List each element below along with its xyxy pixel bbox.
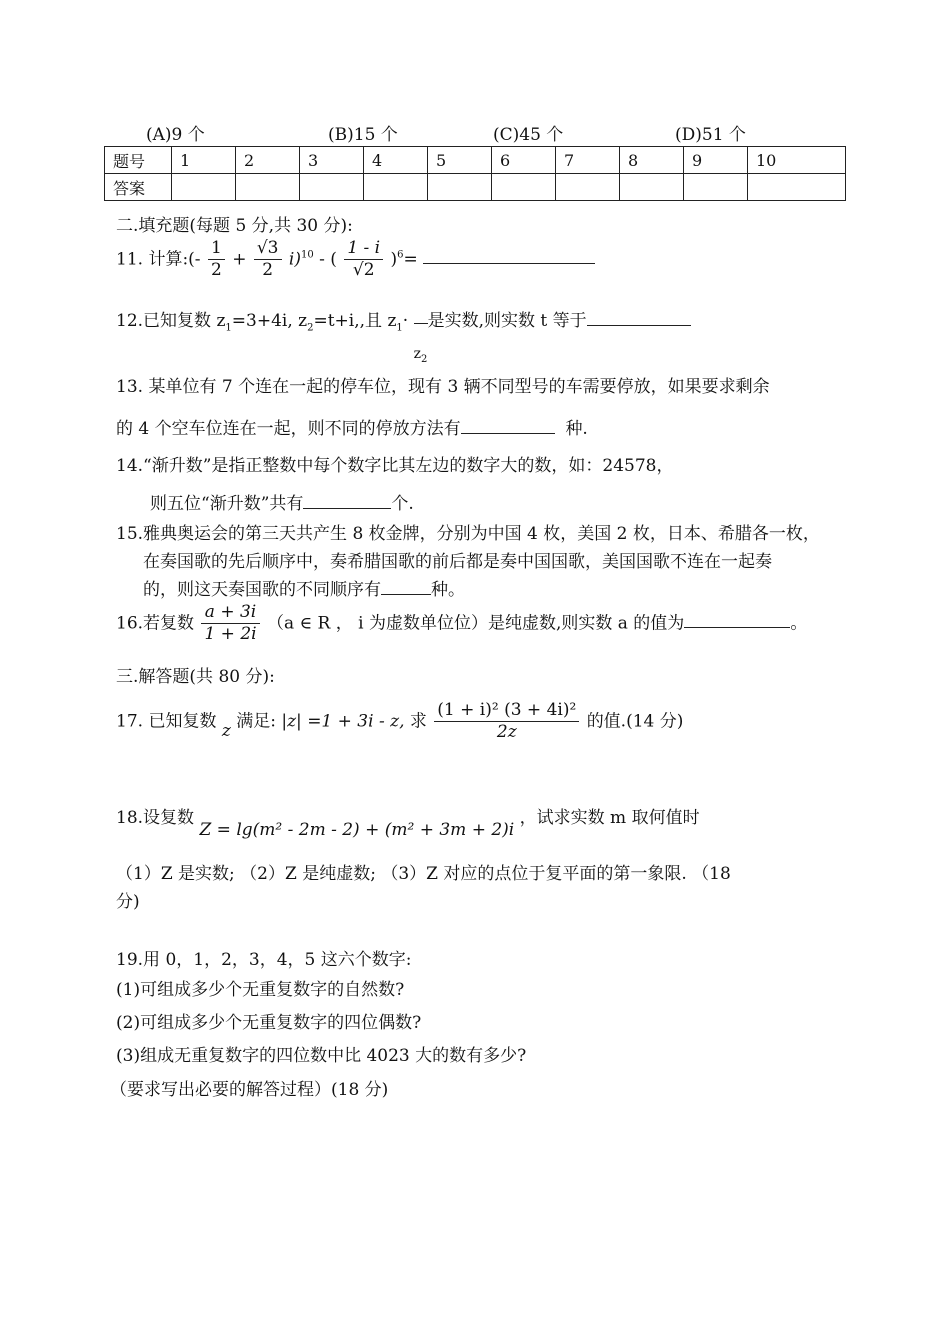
question-18: 18.设复数 Z = lg(m² - 2m - 2) + (m² + 3m + 2)i ，试求实数 m 取何值时 <box>116 808 700 840</box>
question-19-title: 19.用 0，1，2，3，4，5 这六个数字: <box>116 950 412 970</box>
table-cell: 7 <box>556 147 620 174</box>
question-15-line1: 15.雅典奥运会的第三天共产生 8 枚金牌，分别为中国 4 枚，美国 2 枚，日本、希腊各一枚， <box>116 524 820 544</box>
answer-table <box>104 146 846 201</box>
question-14-line2: 则五位“渐升数”共有 个. <box>150 489 414 514</box>
table-row <box>105 147 846 174</box>
question-15-line3: 的，则这天奏国歌的不同顺序有 种。 <box>143 575 465 600</box>
answer-cell[interactable] <box>620 174 684 201</box>
question-19-note: （要求写出必要的解答过程）(18 分) <box>110 1080 389 1100</box>
choice-d: (D)51 个 <box>675 125 746 145</box>
section-3-heading: 三.解答题(共 80 分): <box>116 667 275 687</box>
question-19-part1: (1)可组成多少个无重复数字的自然数? <box>116 980 405 1000</box>
q11-frac3: $\frac{1 - i}{√2}$ <box>344 238 383 282</box>
table-cell: 4 <box>364 147 428 174</box>
table-cell: 5 <box>428 147 492 174</box>
table-row <box>105 174 846 201</box>
table-header-cell: 题号 <box>105 147 172 174</box>
q11-prefix: 11. 计算:(- <box>116 249 201 270</box>
table-header-cell: 答案 <box>105 174 172 201</box>
table-cell: 10 <box>748 147 846 174</box>
question-17: 17. 已知复数 z 满足: |z| =1 + 3i - z, 求 $\frac{\text{(1 + i)² (3 + 4i)²}}{2z}$ 的值.(14 分) <box>116 700 684 743</box>
choice-c: (C)45 个 <box>493 125 564 145</box>
question-19-part3: (3)组成无重复数字的四位数中比 4023 大的数有多少? <box>116 1046 527 1066</box>
q12-answer-blank[interactable] <box>587 308 691 326</box>
q15-answer-blank[interactable] <box>381 577 431 595</box>
q16-fraction: $\frac{a + 3i}{1 + 2i}$ <box>201 602 259 646</box>
answer-cell[interactable] <box>556 174 620 201</box>
section-2-heading: 二.填充题(每题 5 分,共 30 分): <box>116 216 353 236</box>
question-12: 12.已知复数 $z_1=3+4i$, $z_2=t+i$,,且 $z_1\cdot$ $z_2$ 是实数,则实数 t 等于 <box>116 306 691 333</box>
q11-frac2: $\frac{√3}{2}$ <box>254 238 282 282</box>
question-19-part2: (2)可组成多少个无重复数字的四位偶数? <box>116 1013 422 1033</box>
question-18-parts-line1: （1）Z 是实数; （2）Z 是纯虚数; （3）Z 对应的点位于复平面的第一象限. （18 <box>116 864 731 884</box>
table-cell: 3 <box>300 147 364 174</box>
question-18-parts-line2: 分) <box>116 892 140 912</box>
q11-answer-blank[interactable] <box>423 246 595 264</box>
q16-answer-blank[interactable] <box>684 610 790 628</box>
table-cell: 1 <box>172 147 236 174</box>
question-16: 16.若复数 $\frac{a + 3i}{1 + 2i}$ （a ∈ R ， i 为虚数单位位）是纯虚数,则实数 a 的值为 。 <box>116 602 808 645</box>
answer-cell[interactable] <box>684 174 748 201</box>
q11-frac1: $\frac{1}{2}$ <box>208 238 225 282</box>
choice-a: (A)9 个 <box>146 125 205 145</box>
choice-b: (B)15 个 <box>328 125 398 145</box>
q14-answer-blank[interactable] <box>303 491 391 509</box>
table-cell: 6 <box>492 147 556 174</box>
q13-answer-blank[interactable] <box>461 416 555 434</box>
answer-cell[interactable] <box>236 174 300 201</box>
table-cell: 9 <box>684 147 748 174</box>
question-14-line1: 14.“渐升数”是指正整数中每个数字比其左边的数字大的数，如：24578， <box>116 456 674 476</box>
answer-cell[interactable] <box>172 174 236 201</box>
question-13-line1: 13. 某单位有 7 个连在一起的停车位，现有 3 辆不同型号的车需要停放，如果要求剩余 <box>116 377 770 397</box>
table-cell: 2 <box>236 147 300 174</box>
question-11: 11. 计算:(- $\frac{1}{2}$ + $\frac{√3}{2}$ i)$^{10}$ - ( $\frac{1 - i}{√2}$ )$^6$= <box>116 238 595 282</box>
table-cell: 8 <box>620 147 684 174</box>
question-15-line2: 在奏国歌的先后顺序中，奏希腊国歌的前后都是奏中国国歌，美国国歌不连在一起奏 <box>143 552 772 572</box>
q18-formula: Z = lg(m² - 2m - 2) + (m² + 3m + 2)i <box>199 820 515 840</box>
answer-cell[interactable] <box>364 174 428 201</box>
answer-cell[interactable] <box>492 174 556 201</box>
question-13-line2: 的 4 个空车位连在一起，则不同的停放方法有 种. <box>116 414 588 439</box>
answer-cell[interactable] <box>748 174 846 201</box>
answer-cell[interactable] <box>428 174 492 201</box>
q17-fraction: $\frac{\text{(1 + i)² (3 + 4i)²}}{2z}$ <box>434 700 579 744</box>
answer-cell[interactable] <box>300 174 364 201</box>
